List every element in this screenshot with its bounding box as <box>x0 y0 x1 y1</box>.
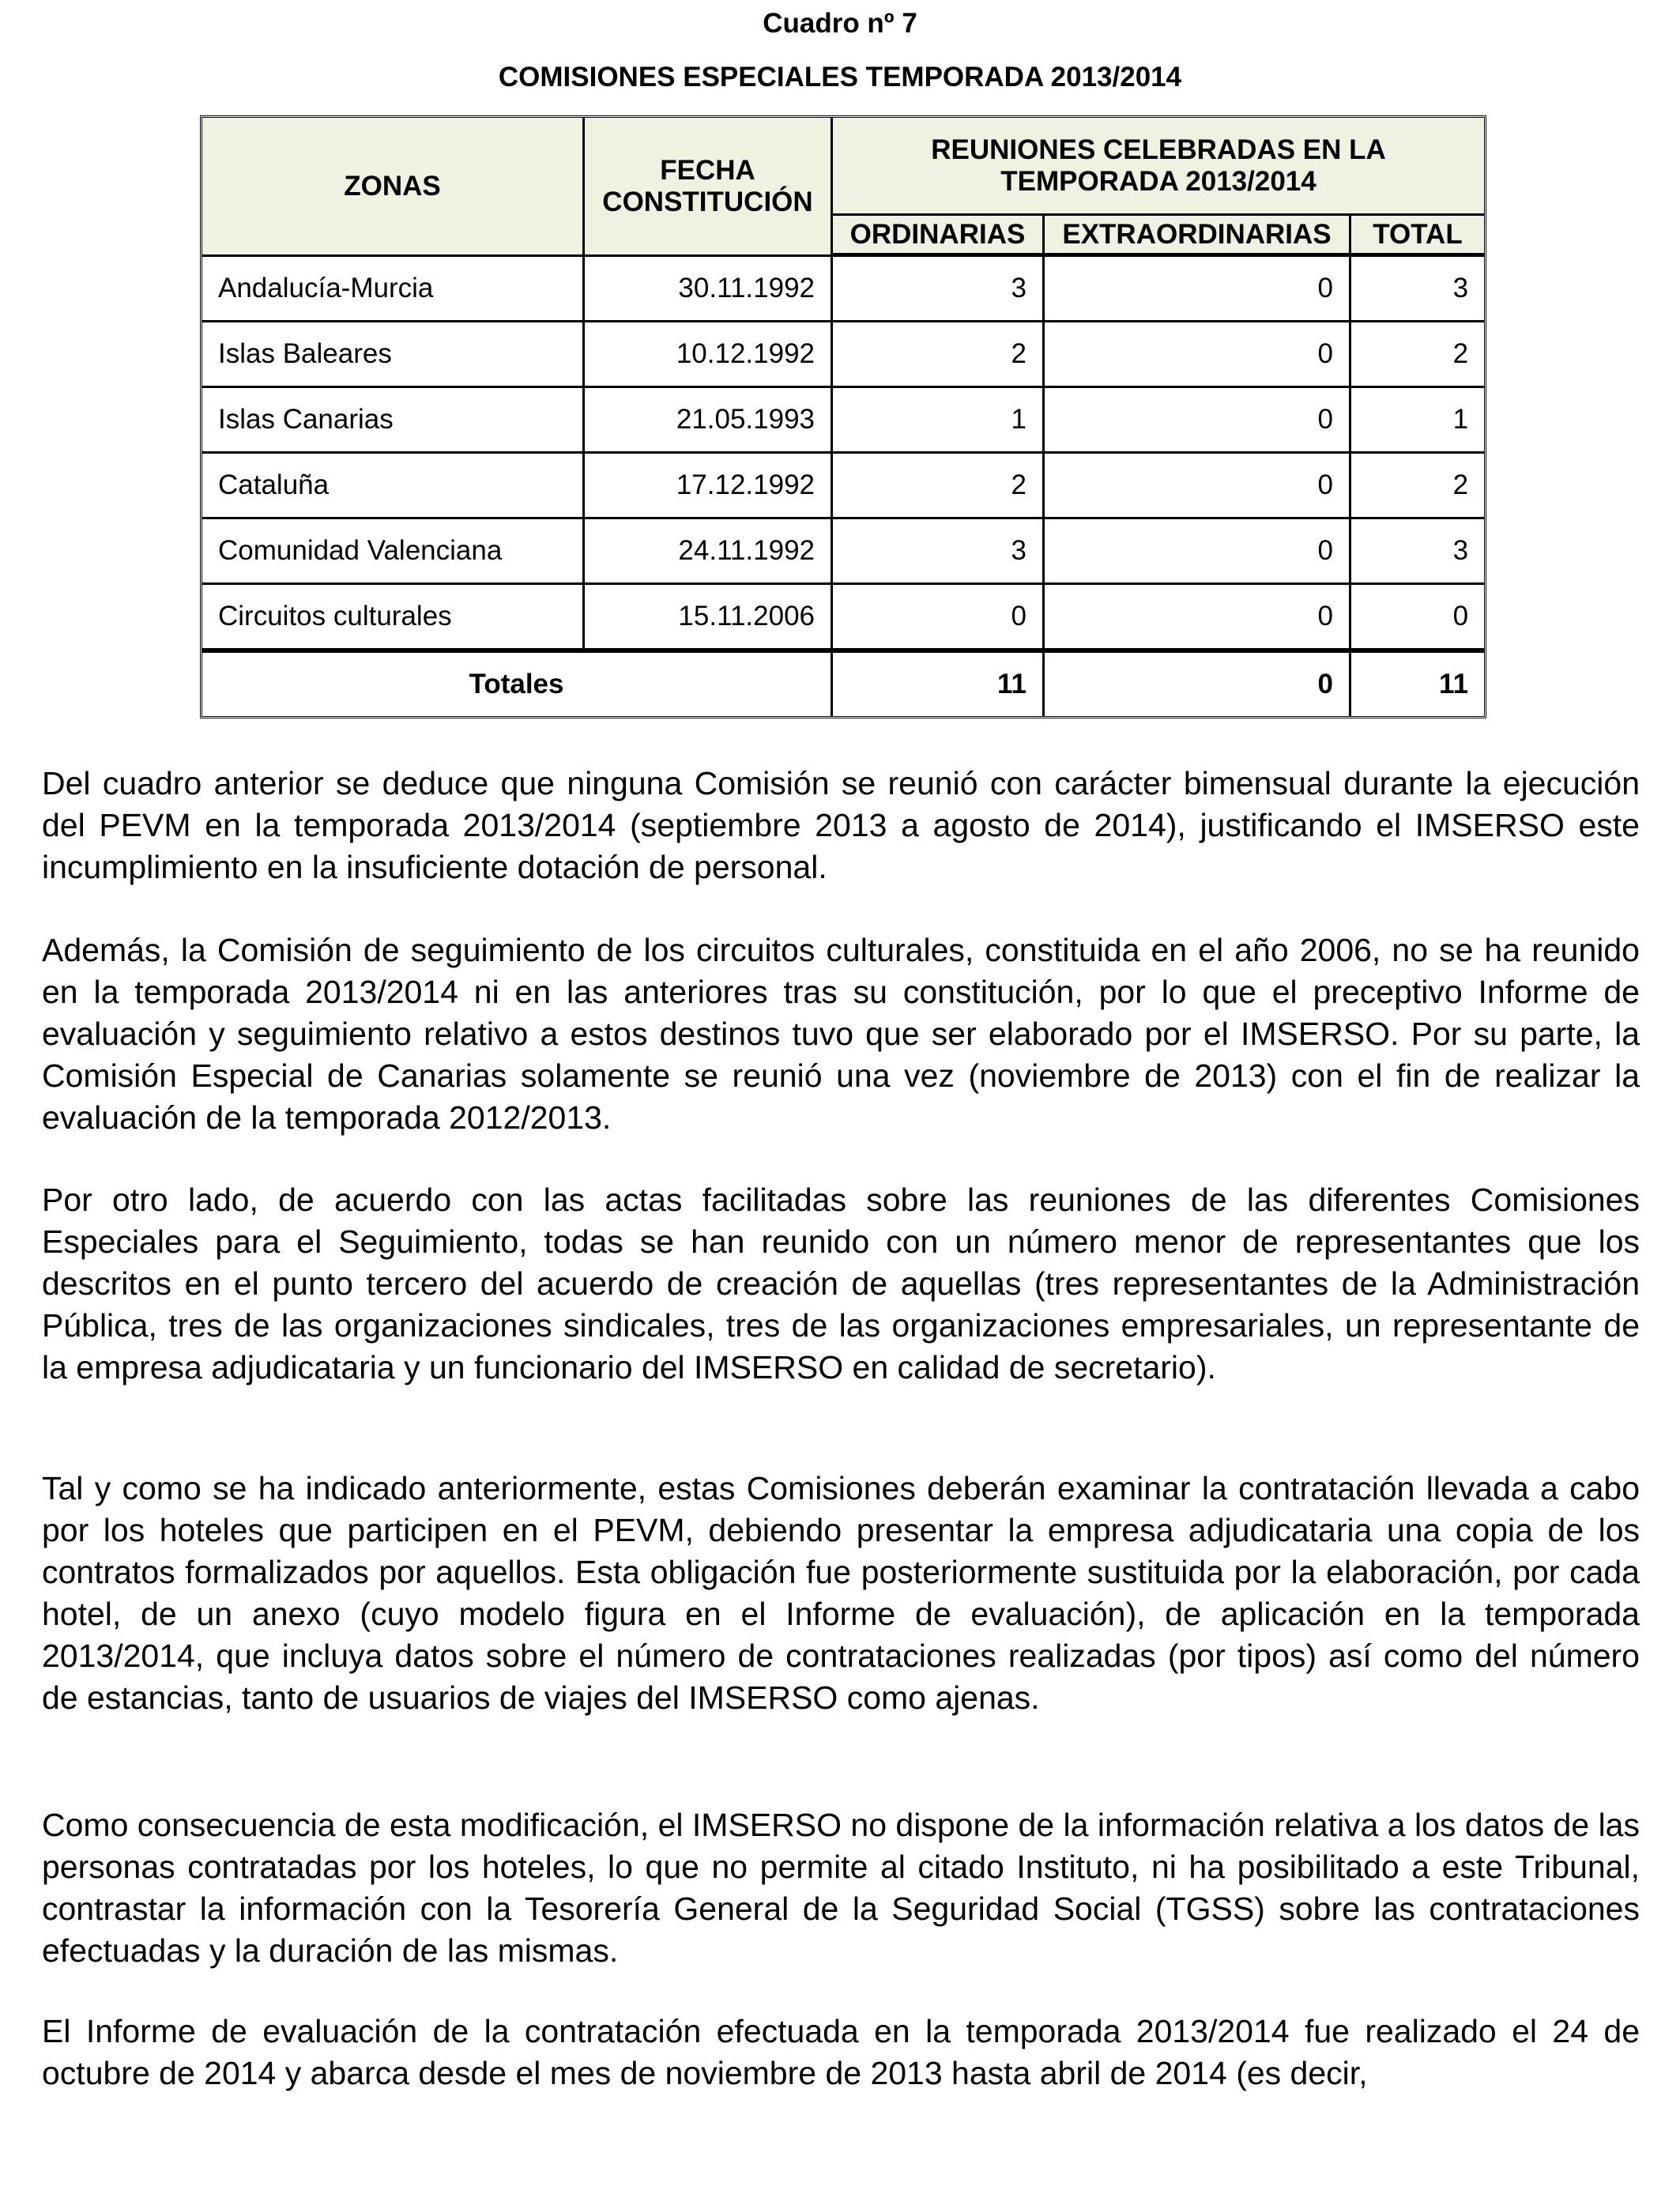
table-row <box>202 585 1484 650</box>
body-paragraph: Tal y como se ha indicado anteriormente, estas Comisiones deberán examinar la contratación llevada a cabo por los hoteles que participen en el PEVM, debiendo presentar la empresa adjudicataria una copia de los contratos formalizados por aquellos. Esta obligación fue posteriormente sustituida por la elaboración, por cada hotel, de un anexo (cuyo modelo figura en el Informe de evaluación), de aplicación en la temporada 2013/2014, que incluya datos sobre el número de contrataciones realizadas (por tipos) así como del número de estancias, tanto de usuarios de viajes del IMSERSO como ajenas. <box>42 1470 1640 1716</box>
extraordinarias-cell: 0 <box>1045 454 1351 519</box>
body-paragraph: Además, la Comisión de seguimiento de los circuitos culturales, constituida en el año 2006, no se ha reunido en la temporada 2013/2014 ni en las anteriores tras su constitución, por lo que el preceptivo Informe de evaluación y seguimiento relativo a estos destinos tuvo que ser elaborado por el IMSERSO. Por su parte, la Comisión Especial de Canarias solamente se reunió una vez (noviembre de 2013) con el fin de realizar la evaluación de la temporada 2012/2013. <box>42 932 1640 1136</box>
extraordinarias-cell: 0 <box>1045 388 1351 454</box>
ordinarias-cell: 2 <box>833 454 1045 519</box>
totals-ordinarias: 11 <box>833 650 1045 716</box>
table-row <box>202 257 1484 322</box>
fecha-cell: 30.11.1992 <box>585 257 833 322</box>
totals-total: 11 <box>1351 650 1484 716</box>
zona-cell: Islas Baleares <box>202 322 585 388</box>
table-caption-number: Cuadro nº 7 <box>763 8 917 39</box>
extraordinarias-cell: 0 <box>1045 585 1351 650</box>
fecha-cell: 15.11.2006 <box>585 585 833 650</box>
ordinarias-cell: 3 <box>833 257 1045 322</box>
fecha-cell: 21.05.1993 <box>585 388 833 454</box>
total-cell: 1 <box>1351 388 1484 454</box>
body-paragraph: Como consecuencia de esta modificación, el IMSERSO no dispone de la información relativa a los datos de las personas contratadas por los hoteles, lo que no permite al citado Instituto, ni ha posibilitado a este Tribunal, contrastar la información con la Tesorería General de la Seguridad Social (TGSS) sobre las contrataciones efectuadas y la duración de las mismas. <box>42 1807 1640 1969</box>
totals-label: Totales <box>202 650 833 716</box>
header-fecha: FECHA CONSTITUCIÓN <box>585 118 833 257</box>
header-reuniones: REUNIONES CELEBRADAS EN LA TEMPORADA 2013/2014 <box>833 118 1484 216</box>
header-zonas: ZONAS <box>202 118 585 257</box>
fecha-cell: 10.12.1992 <box>585 322 833 388</box>
extraordinarias-cell: 0 <box>1045 322 1351 388</box>
zona-cell: Islas Canarias <box>202 388 585 454</box>
table-row <box>202 454 1484 519</box>
body-paragraph: Por otro lado, de acuerdo con las actas facilitadas sobre las reuniones de las diferentes Comisiones Especiales para el Seguimiento, todas se han reunido con un número menor de representantes que los descritos en el punto tercero del acuerdo de creación de aquellas (tres representantes de la Administración Pública, tres de las organizaciones sindicales, tres de las organizaciones empresariales, un representante de la empresa adjudicataria y un funcionario del IMSERSO en calidad de secretario). <box>42 1182 1640 1385</box>
header-ordinarias: ORDINARIAS <box>833 216 1045 257</box>
table-row <box>202 322 1484 388</box>
table-row <box>202 388 1484 454</box>
header-total: TOTAL <box>1351 216 1484 257</box>
ordinarias-cell: 0 <box>833 585 1045 650</box>
total-cell: 3 <box>1351 257 1484 322</box>
total-cell: 2 <box>1351 454 1484 519</box>
table-row <box>202 519 1484 585</box>
body-paragraph: Del cuadro anterior se deduce que ninguna Comisión se reunió con carácter bimensual durante la ejecución del PEVM en la temporada 2013/2014 (septiembre 2013 a agosto de 2014), justificando el IMSERSO este incumplimiento en la insuficiente dotación de personal. <box>42 765 1640 885</box>
total-cell: 2 <box>1351 322 1484 388</box>
extraordinarias-cell: 0 <box>1045 257 1351 322</box>
header-extraordinarias: EXTRAORDINARIAS <box>1045 216 1351 257</box>
zona-cell: Cataluña <box>202 454 585 519</box>
zona-cell: Comunidad Valenciana <box>202 519 585 585</box>
totals-row <box>202 650 1484 716</box>
total-cell: 3 <box>1351 519 1484 585</box>
total-cell: 0 <box>1351 585 1484 650</box>
ordinarias-cell: 1 <box>833 388 1045 454</box>
table-caption-title: COMISIONES ESPECIALES TEMPORADA 2013/2014 <box>498 62 1182 92</box>
ordinarias-cell: 2 <box>833 322 1045 388</box>
fecha-cell: 24.11.1992 <box>585 519 833 585</box>
totals-extraordinarias: 0 <box>1045 650 1351 716</box>
extraordinarias-cell: 0 <box>1045 519 1351 585</box>
zona-cell: Circuitos culturales <box>202 585 585 650</box>
fecha-cell: 17.12.1992 <box>585 454 833 519</box>
zona-cell: Andalucía-Murcia <box>202 257 585 322</box>
body-paragraph: El Informe de evaluación de la contratación efectuada en la temporada 2013/2014 fue realizado el 24 de octubre de 2014 y abarca desde el mes de noviembre de 2013 hasta abril de 2014 (es decir, <box>42 2013 1640 2091</box>
commissions-table <box>200 115 1486 718</box>
ordinarias-cell: 3 <box>833 519 1045 585</box>
